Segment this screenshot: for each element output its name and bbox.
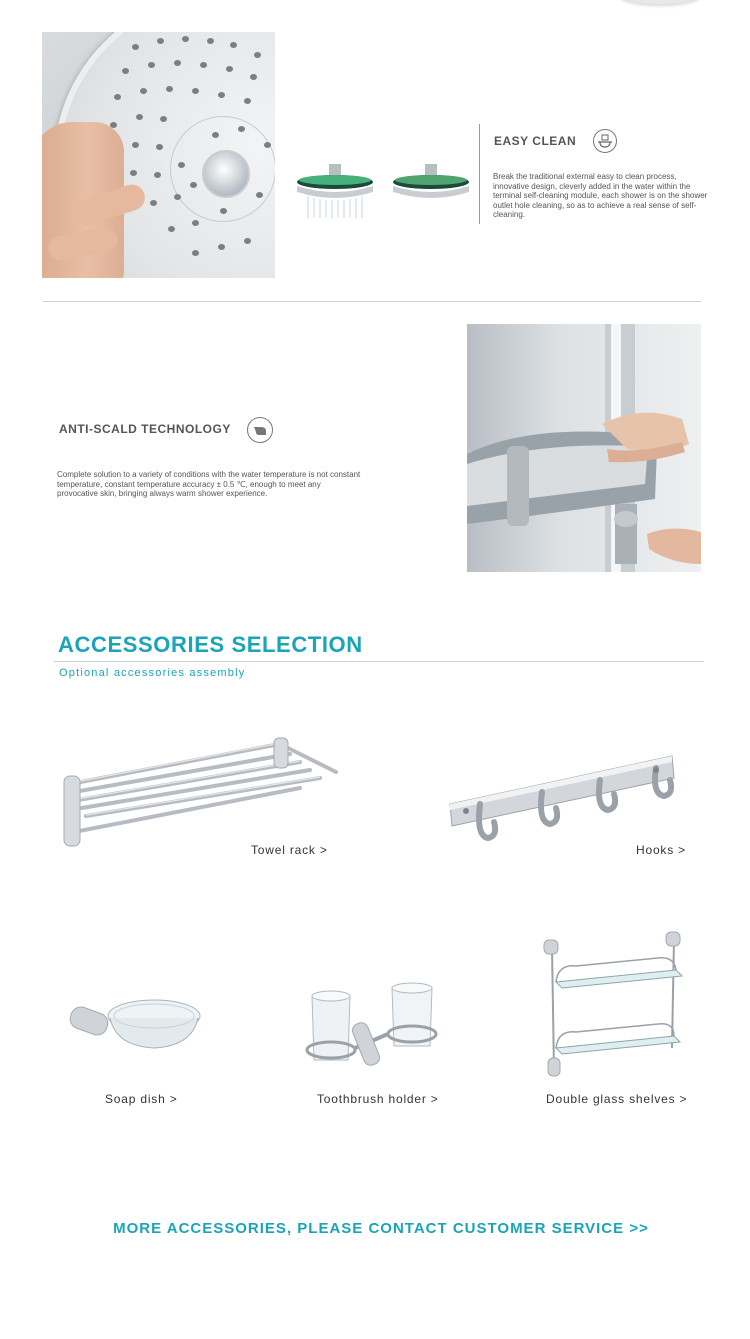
double-glass-shelves-image[interactable] bbox=[536, 930, 692, 1082]
hand-protection-icon bbox=[247, 417, 273, 443]
toothbrush-holder-image[interactable] bbox=[300, 976, 445, 1076]
accessories-subtitle: Optional accessories assembly bbox=[59, 667, 246, 679]
shower-center-logo bbox=[202, 150, 250, 198]
towel-rack-image[interactable] bbox=[60, 732, 345, 852]
shower-head-clean-image bbox=[390, 162, 472, 222]
shower-head-edge-decoration bbox=[620, 0, 700, 4]
easy-clean-description: Break the traditional external easy to clean process, innovative design, cleverly added in the water within the terminal self-cleaning module, each shower is on the shower outlet hole cleaning, so as to achieve a real sense of self-cleaning. bbox=[493, 172, 708, 219]
shower-head-cleaning-photo bbox=[42, 32, 275, 278]
toothbrush-holder-link[interactable]: Toothbrush holder > bbox=[317, 1092, 439, 1106]
soap-dish-link[interactable]: Soap dish > bbox=[105, 1092, 178, 1106]
anti-scald-title: ANTI-SCALD TECHNOLOGY bbox=[59, 422, 231, 436]
more-accessories-link[interactable]: MORE ACCESSORIES, PLEASE CONTACT CUSTOMER SERVICE >> bbox=[113, 1220, 649, 1237]
easy-clean-title: EASY CLEAN bbox=[494, 134, 577, 148]
shower-head-spray-image bbox=[294, 162, 376, 222]
towel-rack-link[interactable]: Towel rack > bbox=[251, 843, 328, 857]
self-cleaning-icon bbox=[593, 129, 617, 153]
accessories-title: ACCESSORIES SELECTION bbox=[58, 632, 363, 657]
accessories-divider bbox=[54, 661, 704, 662]
hooks-image[interactable] bbox=[446, 748, 678, 846]
double-glass-shelves-link[interactable]: Double glass shelves > bbox=[546, 1092, 688, 1106]
thermostatic-valve-photo bbox=[467, 324, 701, 572]
anti-scald-description: Complete solution to a variety of conditions with the water temperature is not constant temperature, constant temperature accuracy ± 0.5 ℃, enough to meet any provocative skin, bringing always warm shower experience. bbox=[57, 470, 361, 498]
divider-vertical bbox=[479, 124, 480, 224]
soap-dish-image[interactable] bbox=[66, 990, 206, 1060]
section-divider bbox=[43, 301, 701, 302]
hooks-link[interactable]: Hooks > bbox=[636, 843, 686, 857]
